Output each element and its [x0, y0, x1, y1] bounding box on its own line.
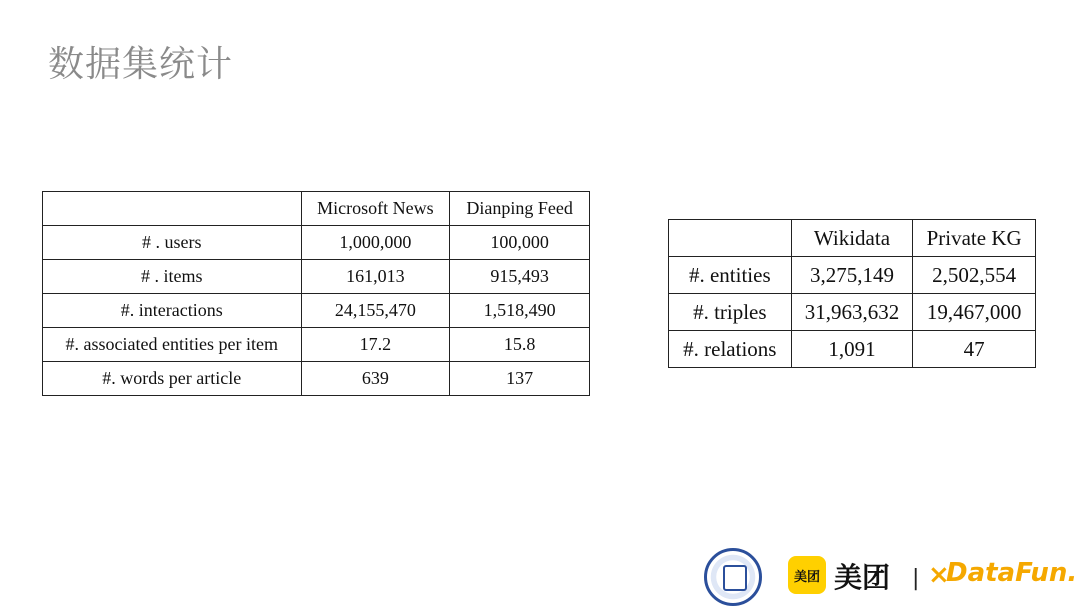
table-cell: 915,493: [450, 260, 590, 294]
header-cell: Microsoft News: [301, 192, 450, 226]
table-cell: 47: [913, 331, 1036, 368]
table-cell: 19,467,000: [913, 294, 1036, 331]
table-row: [43, 328, 590, 362]
row-label: #. triples: [669, 294, 792, 331]
kg-stats-table: [668, 219, 1036, 368]
row-label: # . items: [43, 260, 302, 294]
row-label: # . users: [43, 226, 302, 260]
table-cell: 31,963,632: [791, 294, 913, 331]
table-header-row: [669, 220, 1036, 257]
logo-separator: |: [912, 566, 920, 591]
table-cell: 639: [301, 362, 450, 396]
table-cell: 15.8: [450, 328, 590, 362]
table-cell: 1,091: [791, 331, 913, 368]
table-cell: 2,502,554: [913, 257, 1036, 294]
table-cell: 137: [450, 362, 590, 396]
meituan-logo-icon: 美团: [788, 556, 826, 594]
dataset-stats-table: [42, 191, 590, 396]
table-row: [43, 226, 590, 260]
datafun-logo-text: DataFun.: [946, 558, 1078, 588]
table-cell: 1,000,000: [301, 226, 450, 260]
table-cell: 24,155,470: [301, 294, 450, 328]
page-title: 数据集统计: [48, 44, 234, 85]
row-label: #. associated entities per item: [43, 328, 302, 362]
footer-logos: [700, 546, 1078, 606]
row-label: #. words per article: [43, 362, 302, 396]
header-cell: [43, 192, 302, 226]
table-row: [43, 260, 590, 294]
meituan-logo-text: 美团: [834, 561, 891, 594]
header-cell: Dianping Feed: [450, 192, 590, 226]
table-row: [43, 362, 590, 396]
header-cell: Private KG: [913, 220, 1036, 257]
table-cell: 3,275,149: [791, 257, 913, 294]
table-cell: 161,013: [301, 260, 450, 294]
table-cell: 100,000: [450, 226, 590, 260]
row-label: #. relations: [669, 331, 792, 368]
row-label: #. interactions: [43, 294, 302, 328]
university-seal-logo: [704, 548, 762, 606]
header-cell: Wikidata: [791, 220, 913, 257]
row-label: #. entities: [669, 257, 792, 294]
header-cell: [669, 220, 792, 257]
datafun-mark-icon: ×: [928, 560, 950, 590]
table-cell: 17.2: [301, 328, 450, 362]
table-header-row: [43, 192, 590, 226]
table-row: [43, 294, 590, 328]
table-row: [669, 294, 1036, 331]
table-cell: 1,518,490: [450, 294, 590, 328]
table-row: [669, 331, 1036, 368]
table-row: [669, 257, 1036, 294]
